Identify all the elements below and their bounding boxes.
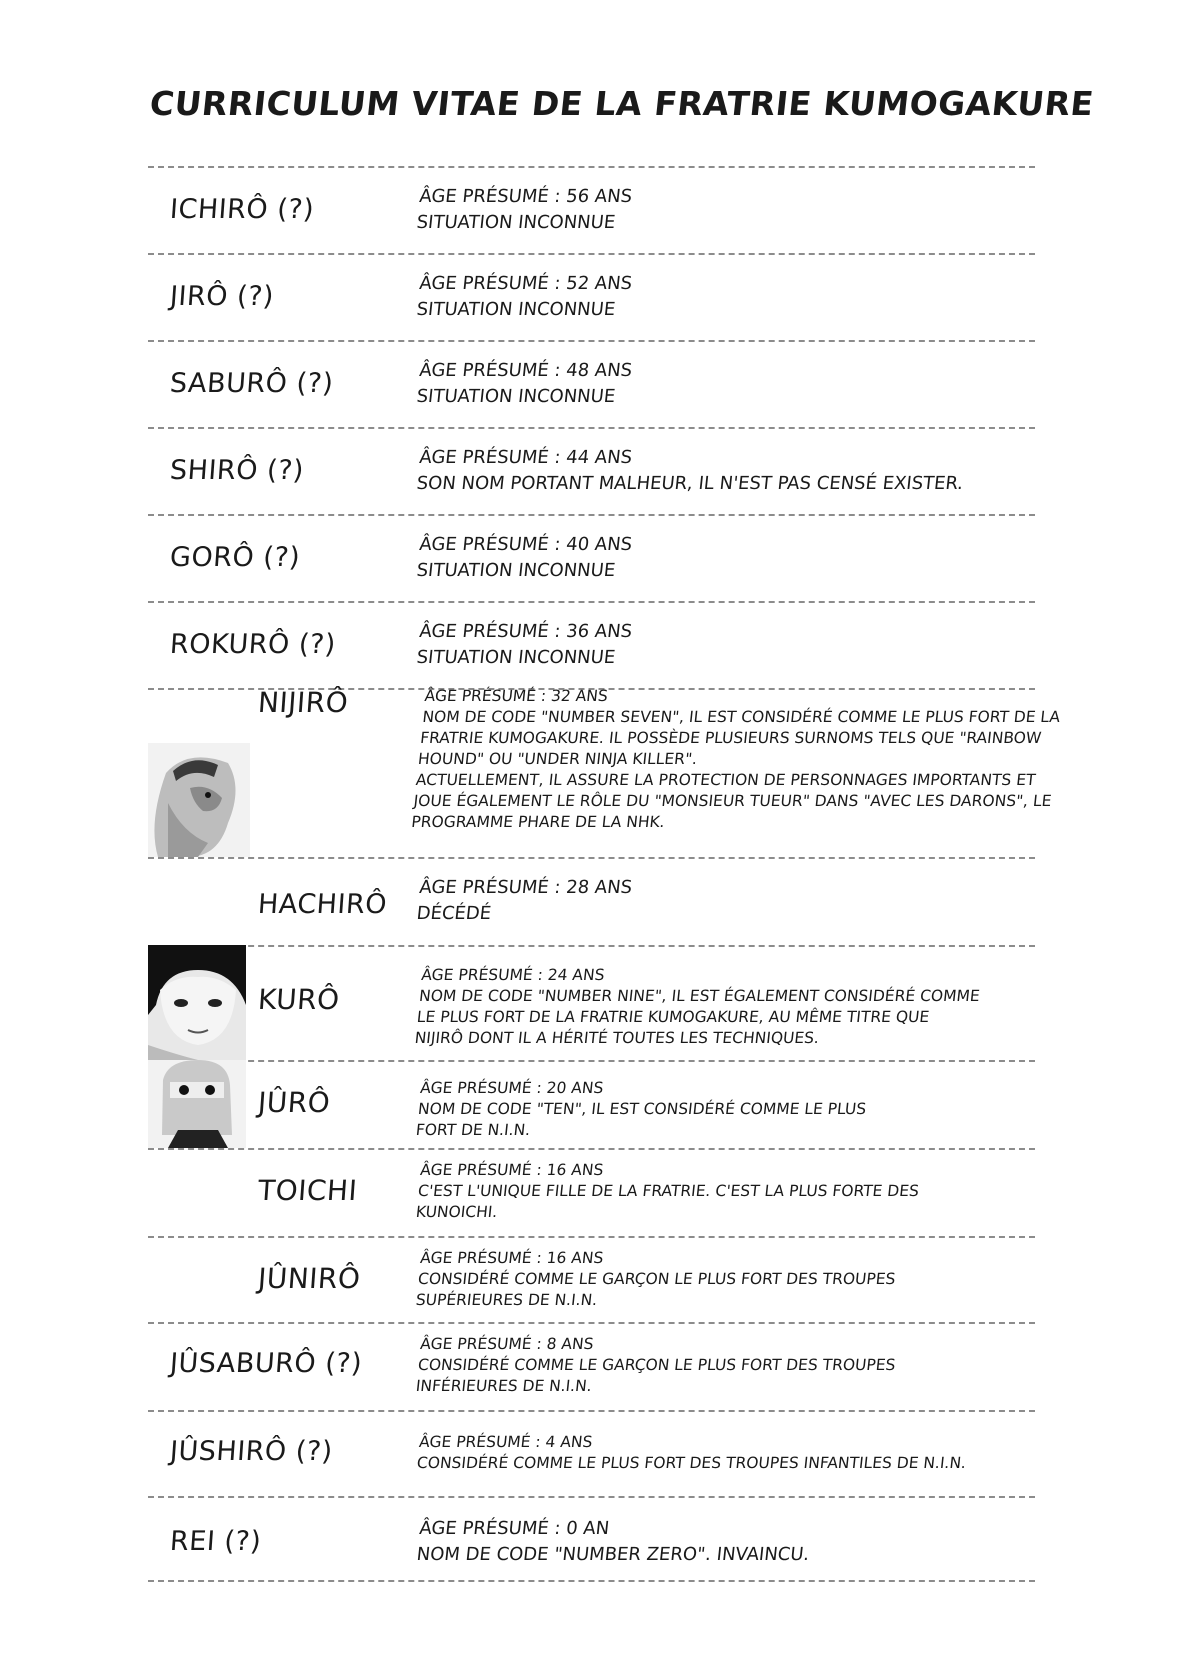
age-line: ÂGE PRÉSUMÉ : 28 ANS [418, 877, 634, 898]
entry-name: NIJIRÔ [256, 686, 350, 719]
description-line: NIJIRÔ DONT IL A HÉRITÉ TOUTES LES TECHNIQUES. [413, 1029, 820, 1047]
page-title: CURRICULUM VITAE DE LA FRATRIE KUMOGAKURE [147, 84, 1096, 123]
entry-name: ICHIRÔ (?) [168, 194, 316, 225]
description-line: CONSIDÉRÉ COMME LE PLUS FORT DES TROUPES INFANTILES DE N.I.N. [416, 1454, 967, 1472]
description-line: INFÉRIEURES DE N.I.N. [414, 1377, 593, 1395]
description-line: KUNOICHI. [414, 1203, 499, 1221]
age-line: ÂGE PRÉSUMÉ : 56 ANS [418, 186, 634, 207]
entry-name: ROKURÔ (?) [168, 629, 337, 660]
entry-shiro [148, 427, 1048, 514]
age-line: ÂGE PRÉSUMÉ : 4 ANS [418, 1433, 594, 1451]
entry-saburo [148, 340, 1048, 427]
status-line: SITUATION INCONNUE [415, 386, 617, 407]
age-line: ÂGE PRÉSUMÉ : 52 ANS [418, 273, 634, 294]
masked-ninja-illustration-icon [148, 743, 250, 857]
kuro-portrait [148, 945, 246, 1060]
entry-jusaburo [148, 1322, 1048, 1410]
age-line: ÂGE PRÉSUMÉ : 40 ANS [418, 534, 634, 555]
entry-hachiro [148, 857, 1048, 945]
entry-jushiro [148, 1410, 1048, 1496]
juro-portrait [148, 1060, 246, 1148]
age-line: ÂGE PRÉSUMÉ : 16 ANS [419, 1161, 605, 1179]
entry-toichi [148, 1148, 1048, 1236]
entry-name: GORÔ (?) [168, 542, 302, 573]
entry-name: JÛSHIRÔ (?) [168, 1436, 334, 1467]
entry-name: SABURÔ (?) [168, 368, 335, 399]
entry-juniro [148, 1236, 1048, 1322]
description-line: ACTUELLEMENT, IL ASSURE LA PROTECTION DE PERSONNAGES IMPORTANTS ET [414, 771, 1037, 789]
entry-description [415, 1516, 813, 1568]
description-line: NOM DE CODE "NUMBER NINE", IL EST ÉGALEMENT CONSIDÉRÉ COMME [418, 987, 981, 1005]
entry-jiro [148, 253, 1048, 340]
entry-nijiro [148, 686, 1062, 857]
status-line: SITUATION INCONNUE [415, 647, 617, 668]
description-line: C'EST L'UNIQUE FILLE DE LA FRATRIE. C'EST LA PLUS FORTE DES [417, 1182, 920, 1200]
age-line: ÂGE PRÉSUMÉ : 8 ANS [419, 1335, 595, 1353]
entry-name: JIRÔ (?) [168, 281, 276, 312]
masked-boy-illustration-icon [148, 1060, 246, 1148]
description-line: NOM DE CODE "NUMBER ZERO". INVAINCU. [415, 1544, 811, 1565]
entry-name: REI (?) [168, 1526, 263, 1557]
entry-description [416, 1432, 969, 1474]
entry-ichiro [148, 166, 1048, 253]
entry-goro [148, 514, 1048, 601]
age-line: ÂGE PRÉSUMÉ : 48 ANS [418, 360, 634, 381]
young-man-illustration-icon [148, 945, 246, 1060]
entry-description [415, 532, 633, 584]
entry-rokuro [148, 601, 1048, 688]
age-line: ÂGE PRÉSUMÉ : 20 ANS [419, 1079, 605, 1097]
age-line: ÂGE PRÉSUMÉ : 36 ANS [418, 621, 634, 642]
divider [148, 1580, 1035, 1582]
nijiro-portrait [148, 743, 250, 857]
status-line: SON NOM PORTANT MALHEUR, IL N'EST PAS CENSÉ EXISTER. [415, 473, 965, 494]
description-line: FORT DE N.I.N. [414, 1121, 532, 1139]
entry-description [415, 445, 967, 497]
status-line: SITUATION INCONNUE [415, 212, 617, 233]
status-line: DÉCÉDÉ [415, 903, 493, 924]
entry-name: JÛNIRÔ [256, 1262, 362, 1295]
entry-description [415, 619, 633, 671]
entry-name: TOICHI [256, 1174, 359, 1207]
description-line: JOUE ÉGALEMENT LE RÔLE DU "MONSIEUR TUEUR" DANS "AVEC LES DARONS", LE [412, 792, 1053, 810]
entry-description [415, 1334, 899, 1397]
description-line: HOUND" OU "UNDER NINJA KILLER". [417, 750, 698, 768]
entry-description [415, 1078, 870, 1141]
age-line: ÂGE PRÉSUMÉ : 44 ANS [418, 447, 634, 468]
entry-description [415, 1248, 899, 1311]
entry-rei [148, 1496, 1048, 1580]
entry-name: KURÔ [256, 983, 341, 1016]
entry-kuro [148, 945, 1048, 1060]
description-line: LE PLUS FORT DE LA FRATRIE KUMOGAKURE, AU MÊME TITRE QUE [416, 1008, 931, 1026]
age-line: ÂGE PRÉSUMÉ : 16 ANS [419, 1249, 605, 1267]
entry-description [410, 686, 1063, 833]
entry-name: HACHIRÔ [256, 889, 389, 920]
entry-juro [148, 1060, 1048, 1148]
status-line: SITUATION INCONNUE [415, 560, 617, 581]
description-line: SUPÉRIEURES DE N.I.N. [414, 1291, 599, 1309]
entry-description [415, 358, 633, 410]
description-line: PROGRAMME PHARE DE LA NHK. [410, 813, 666, 831]
age-line: ÂGE PRÉSUMÉ : 0 AN [418, 1518, 611, 1539]
description-line: NOM DE CODE "TEN", IL EST CONSIDÉRÉ COMME LE PLUS [417, 1100, 868, 1118]
entry-description [415, 1160, 922, 1223]
age-line: ÂGE PRÉSUMÉ : 32 ANS [423, 687, 609, 705]
entry-name: SHIRÔ (?) [168, 455, 305, 486]
entry-description [415, 875, 633, 927]
entry-description [415, 184, 633, 236]
age-line: ÂGE PRÉSUMÉ : 24 ANS [420, 966, 606, 984]
entry-name: JÛRÔ [256, 1086, 332, 1119]
description-line: CONSIDÉRÉ COMME LE GARÇON LE PLUS FORT DES TROUPES [417, 1356, 897, 1374]
description-line: FRATRIE KUMOGAKURE. IL POSSÈDE PLUSIEURS SURNOMS TELS QUE "RAINBOW [419, 729, 1043, 747]
description-line: CONSIDÉRÉ COMME LE GARÇON LE PLUS FORT DES TROUPES [417, 1270, 897, 1288]
entry-name: JÛSABURÔ (?) [168, 1348, 364, 1379]
entry-description [414, 965, 983, 1049]
entry-description [415, 271, 633, 323]
status-line: SITUATION INCONNUE [415, 299, 617, 320]
description-line: NOM DE CODE "NUMBER SEVEN", IL EST CONSIDÉRÉ COMME LE PLUS FORT DE LA [421, 708, 1062, 726]
